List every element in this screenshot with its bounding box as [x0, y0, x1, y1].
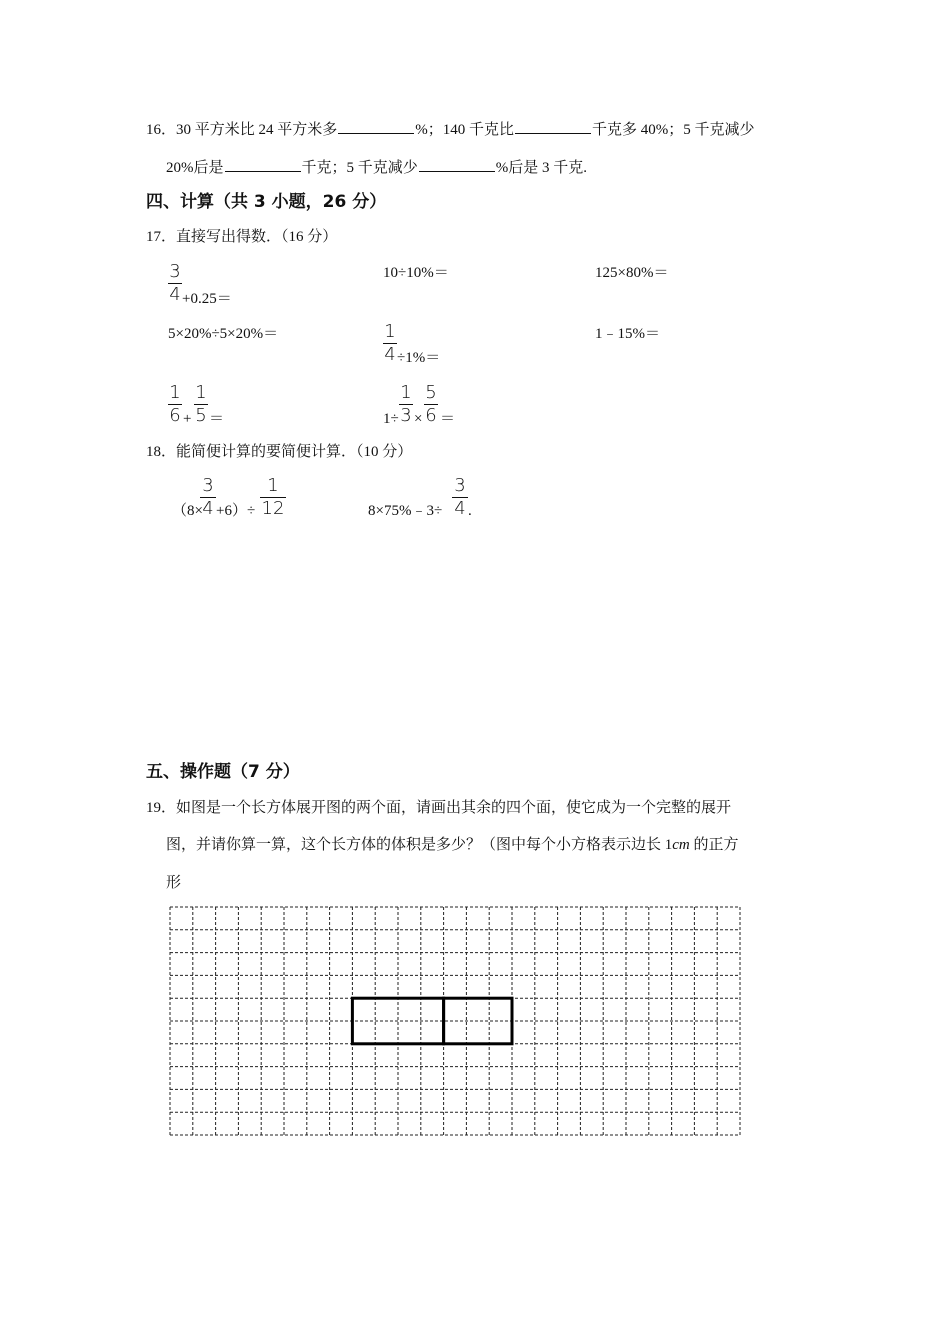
q17a-numerator: 3	[169, 261, 181, 282]
q17b: 10÷10%＝	[383, 265, 449, 281]
q17g-tail: ＝	[209, 411, 225, 427]
answer-blank[interactable]	[515, 119, 591, 134]
q17g-operator: +	[183, 411, 192, 427]
q17h-lead: 1÷	[383, 411, 399, 427]
section-4-title: 四、计算（共 3 小题，26 分）	[146, 192, 387, 212]
q16-text-6: %后是 3 千克.	[495, 160, 588, 176]
q17h-denominator-2: 6	[425, 405, 437, 426]
q17g-numerator-1: 1	[169, 382, 181, 403]
q17e-numerator: 1	[384, 321, 396, 342]
q16-text-3: 千克多 40%；5 千克减少	[592, 122, 755, 138]
unit-cm: cm	[672, 837, 690, 853]
q17f: 1﹣15%＝	[595, 326, 660, 342]
q18a-denominator-1: 4	[202, 498, 214, 519]
q17g-denominator-1: 6	[169, 405, 181, 426]
q18b-numerator: 3	[454, 475, 466, 496]
q16-text-2: %；140 千克比	[415, 122, 515, 138]
q17h-denominator-1: 3	[400, 405, 412, 426]
answer-blank[interactable]	[225, 157, 301, 172]
q17d: 5×20%÷5×20%＝	[168, 326, 279, 342]
q16-text-5: 千克；5 千克减少	[301, 160, 418, 176]
q17h-numerator-2: 5	[425, 382, 437, 403]
q19-line1: 19．如图是一个长方体展开图的两个面，请画出其余的四个面，使它成为一个完整的展开	[146, 800, 732, 816]
q17e-tail: ÷1%＝	[397, 350, 441, 366]
q19-line2-end: 的正方	[689, 837, 739, 853]
q18a-numerator-1: 3	[202, 475, 214, 496]
q16-line2	[166, 157, 587, 177]
q17e-denominator: 4	[384, 344, 396, 365]
q17h-numerator-1: 1	[400, 382, 412, 403]
q17g-denominator-2: 5	[195, 405, 207, 426]
q16-line1	[146, 119, 755, 139]
answer-blank[interactable]	[419, 157, 495, 172]
section-5-title: 五、操作题（7 分）	[146, 762, 300, 782]
q17a-denominator: 4	[169, 284, 181, 305]
q17-stem: 17．直接写出得数．（16 分）	[146, 229, 338, 245]
q18b-tail: .	[468, 503, 472, 519]
q17h-tail: ＝	[440, 411, 456, 427]
q18b-denominator: 4	[454, 498, 466, 519]
q19-line3: 形	[166, 875, 182, 891]
q18a-numerator-2: 1	[267, 475, 279, 496]
q19-line2	[166, 836, 739, 854]
q17c: 125×80%＝	[595, 265, 669, 281]
q18a-lead: （8×	[172, 503, 203, 519]
q16-text-1: 30 平方米比 24 平方米多	[176, 122, 338, 138]
q17h-operator: ×	[414, 411, 423, 427]
q16-number: 16．	[146, 122, 177, 138]
square-grid	[166, 904, 742, 1140]
q19-line2-text: 图，并请你算一算，这个长方体的体积是多少？（图中每个小方格表示边长 1	[166, 837, 673, 853]
q17a-tail: +0.25＝	[182, 291, 232, 307]
q17g-numerator-2: 1	[195, 382, 207, 403]
q18b-lead: 8×75%﹣3÷	[368, 503, 443, 519]
q18a-denominator-2: 12	[261, 498, 285, 519]
answer-blank[interactable]	[338, 119, 414, 134]
q18-stem: 18．能简便计算的要简便计算．（10 分）	[146, 444, 413, 460]
q16-text-4: 20%后是	[166, 160, 224, 176]
q18a-mid: +6）÷	[216, 503, 256, 519]
